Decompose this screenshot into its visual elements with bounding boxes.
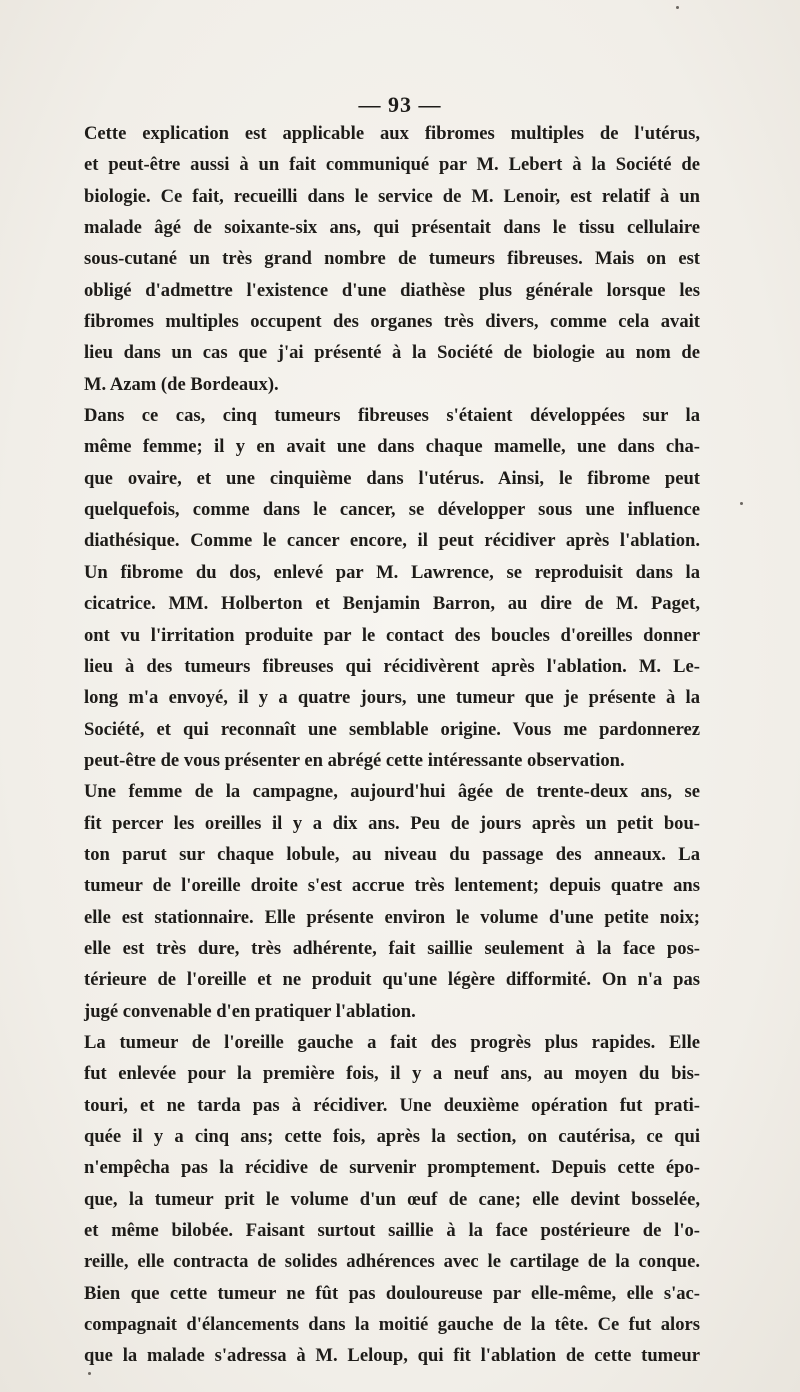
text-line: lieu à des tumeurs fibreuses qui récidivèrent après l'ablation. M. Le-: [84, 655, 700, 677]
text-line: ton parut sur chaque lobule, au niveau du passage des anneaux. La: [84, 843, 700, 865]
text-line: fut enlevée pour la première fois, il y a neuf ans, au moyen du bis-: [84, 1063, 700, 1085]
text-line: touri, et ne tarda pas à récidiver. Une deuxième opération fut prati-: [84, 1094, 700, 1116]
text-line: ont vu l'irritation produite par le contact des boucles d'oreilles donner: [84, 624, 700, 646]
text-line: cicatrice. MM. Holberton et Benjamin Barron, au dire de M. Paget,: [84, 593, 700, 615]
print-speck: [88, 1372, 91, 1375]
text-line: malade âgé de soixante-six ans, qui présentait dans le tissu cellulaire: [84, 217, 700, 239]
text-line: fibromes multiples occupent des organes très divers, comme cela avait: [84, 311, 700, 333]
text-line: que ovaire, et une cinquième dans l'utérus. Ainsi, le fibrome peut: [84, 467, 700, 489]
text-line: Dans ce cas, cinq tumeurs fibreuses s'étaient développées sur la: [84, 405, 700, 427]
text-line: et peut-être aussi à un fait communiqué par M. Lebert à la Société de: [84, 154, 700, 176]
text-line: biologie. Ce fait, recueilli dans le service de M. Lenoir, est relatif à un: [84, 185, 700, 207]
text-line: M. Azam (de Bordeaux).: [84, 373, 279, 395]
text-line: tumeur de l'oreille droite s'est accrue très lentement; depuis quatre ans: [84, 875, 700, 897]
text-line: Société, et qui reconnaît une semblable origine. Vous me pardonnerez: [84, 718, 700, 740]
print-speck: [676, 6, 679, 9]
text-line: La tumeur de l'oreille gauche a fait des progrès plus rapides. Elle: [84, 1031, 700, 1053]
text-line: elle est très dure, très adhérente, fait saillie seulement à la face pos-: [84, 937, 700, 959]
text-line: peut-être de vous présenter en abrégé cette intéressante observation.: [84, 749, 625, 771]
text-line: long m'a envoyé, il y a quatre jours, une tumeur que je présente à la: [84, 687, 700, 709]
text-line: n'empêcha pas la récidive de survenir promptement. Depuis cette épo-: [84, 1157, 700, 1179]
text-line: quée il y a cinq ans; cette fois, après la section, on cautérisa, ce qui: [84, 1126, 700, 1147]
text-line: compagnait d'élancements dans la moitié gauche de la tête. Ce fut alors: [84, 1314, 700, 1336]
text-line: Cette explication est applicable aux fibromes multiples de l'utérus,: [84, 123, 700, 144]
text-line: que la malade s'adressa à M. Leloup, qui fit l'ablation de cette tumeur: [84, 1345, 700, 1367]
text-line: fit percer les oreilles il y a dix ans. Peu de jours après un petit bou-: [84, 812, 700, 834]
page-number: — 93 —: [358, 92, 442, 117]
text-line: même femme; il y en avait une dans chaque mamelle, une dans cha-: [84, 436, 700, 458]
text-line: jugé convenable d'en pratiquer l'ablation.: [84, 1000, 416, 1022]
text-line: Une femme de la campagne, aujourd'hui âgée de trente-deux ans, se: [84, 781, 700, 803]
text-line: lieu dans un cas que j'ai présenté à la Société de biologie au nom de: [84, 342, 700, 364]
text-line: diathésique. Comme le cancer encore, il peut récidiver après l'ablation.: [84, 530, 700, 552]
text-line: reille, elle contracta de solides adhérences avec le cartilage de la conque.: [84, 1251, 700, 1273]
text-line: Un fibrome du dos, enlevé par M. Lawrence, se reproduisit dans la: [84, 561, 700, 583]
text-line: quelquefois, comme dans le cancer, se développer sous une influence: [84, 499, 700, 521]
text-line: et même bilobée. Faisant surtout saillie à la face postérieure de l'o-: [84, 1220, 700, 1242]
text-line: sous-cutané un très grand nombre de tumeurs fibreuses. Mais on est: [84, 248, 700, 270]
print-speck: [740, 502, 743, 505]
text-line: elle est stationnaire. Elle présente environ le volume d'une petite noix;: [84, 906, 700, 928]
text-line: térieure de l'oreille et ne produit qu'une légère difformité. On n'a pas: [84, 969, 700, 991]
text-line: que, la tumeur prit le volume d'un œuf de cane; elle devint bosselée,: [84, 1188, 700, 1210]
body-text: [84, 118, 700, 1372]
text-line: Bien que cette tumeur ne fût pas douloureuse par elle-même, elle s'ac-: [84, 1282, 700, 1304]
text-line: obligé d'admettre l'existence d'une diathèse plus générale lorsque les: [84, 279, 700, 301]
